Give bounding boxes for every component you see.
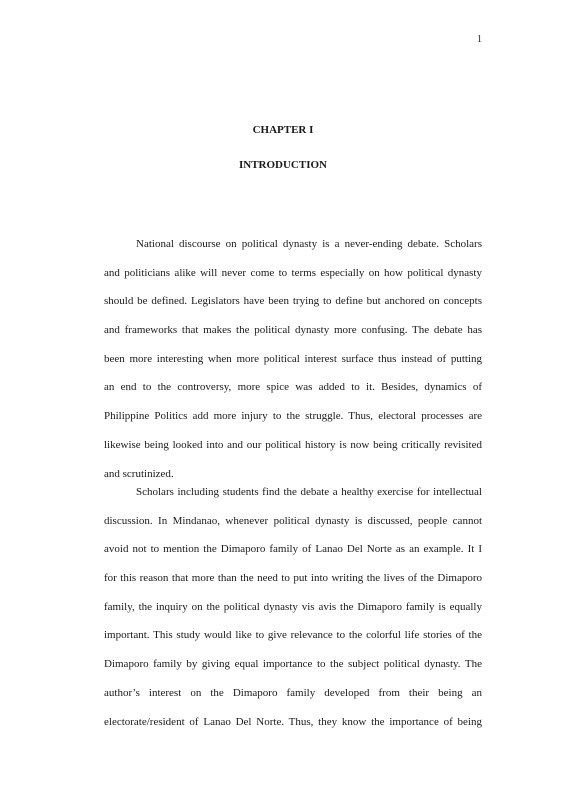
paragraph-line: National discourse on political dynasty is a never-ending debate. Scholars (136, 238, 482, 250)
paragraph-line: Scholars including students find the debate a healthy exercise for intellectual (136, 486, 482, 498)
paragraph-line: and frameworks that makes the political dynasty more confusing. The debate has (104, 324, 482, 337)
paragraph-line: likewise being looked into and our political history is now being critically revisited (104, 438, 482, 451)
paragraph-line: for this reason that more than the need to put into writing the lives of the Dimaporo (104, 572, 482, 585)
paragraph-2 (104, 485, 482, 743)
paragraph-line: discussion. In Mindanao, whenever political dynasty is discussed, people cannot (104, 514, 482, 527)
paragraph-line: author’s interest on the Dimaporo family developed from their being an (104, 686, 482, 699)
paragraph-line: been more interesting when more political interest surface thus instead of putting (104, 352, 482, 365)
paragraph-line: avoid not to mention the Dimaporo family of Lanao Del Norte as an example. It I (104, 543, 482, 556)
paragraph-line: and scrutinized. (104, 467, 174, 480)
paragraph-1 (104, 237, 482, 495)
paragraph-line: Dimaporo family by giving equal importance to the subject political dynasty. The (104, 658, 482, 671)
paragraph-line: Philippine Politics add more injury to the struggle. Thus, electoral processes are (104, 410, 482, 423)
paragraph-line: an end to the controversy, more spice was added to it. Besides, dynamics of (104, 381, 482, 394)
section-title: INTRODUCTION (238, 159, 327, 171)
paragraph-line: and politicians alike will never come to terms especially on how political dynasty (104, 266, 482, 279)
chapter-title: CHAPTER I (252, 124, 314, 136)
page-number: 1 (477, 34, 482, 45)
paragraph-line: electorate/resident of Lanao Del Norte. Thus, they know the importance of being (104, 715, 482, 728)
paragraph-line: should be defined. Legislators have been trying to define but anchored on concepts (104, 295, 482, 308)
paragraph-line: family, the inquiry on the political dynasty vis avis the Dimaporo family is equally (104, 600, 482, 613)
paragraph-line: important. This study would like to give relevance to the colorful life stories of the (104, 629, 482, 642)
